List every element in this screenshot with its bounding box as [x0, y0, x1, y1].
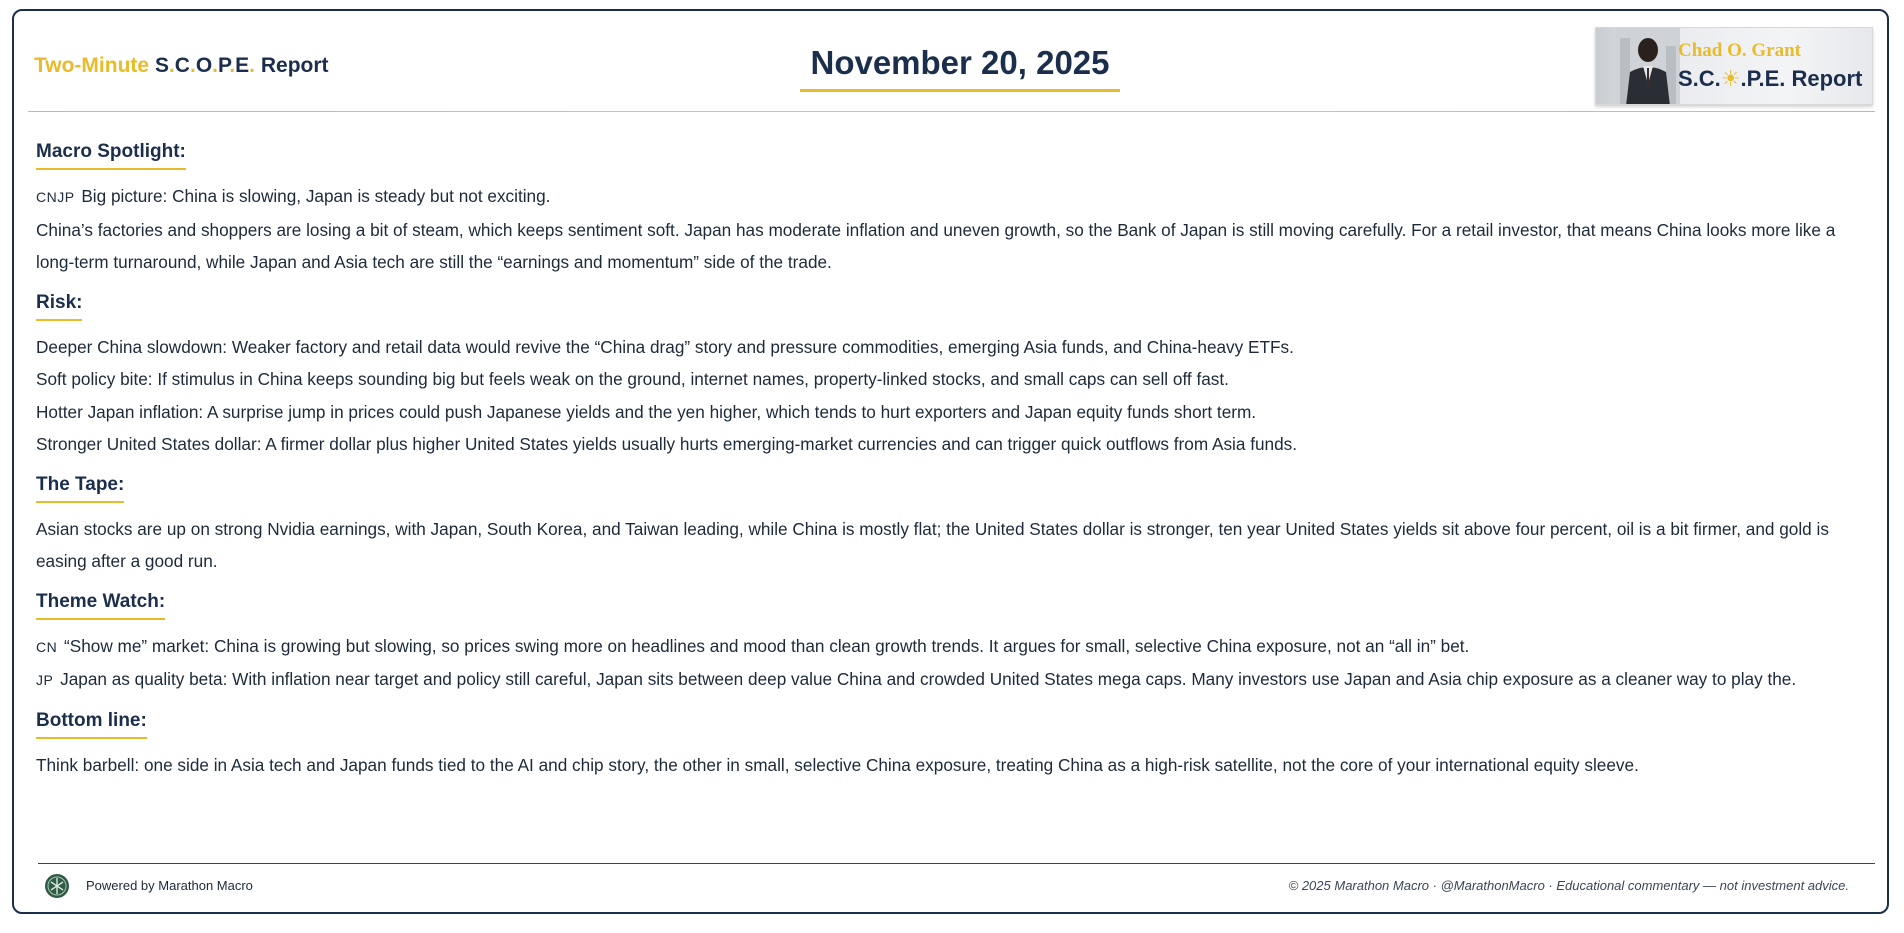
section-title: Macro Spotlight:: [36, 141, 186, 170]
footer-divider: [38, 863, 1875, 864]
footer-disclaimer: © 2025 Marathon Macro · @MarathonMacro · Educational commentary — not investment advice.: [1288, 878, 1849, 893]
risk-item: Soft policy bite: If stimulus in China keeps sounding big but feels weak on the ground, internet names, property-linked stocks, and small caps can sell off fast.: [36, 369, 1229, 389]
flag-cn-icon: CN: [36, 638, 58, 655]
date-underline: [800, 89, 1120, 92]
bottom-line-text: Think barbell: one side in Asia tech and Japan funds tied to the AI and chip story, the other in small, selective China exposure, treating China as a high-risk satellite, not the core of your international equity sleeve.: [36, 754, 1639, 775]
section-risk: [36, 292, 1866, 461]
theme-item: JP Japan as quality beta: With inflation near target and policy still careful, Japan sits between deep value China and crowded United States mega caps. Many investors use Japan and Asia chip exposure as a cleaner way to play the.: [36, 669, 1797, 689]
footer-powered-by: Powered by Marathon Macro: [86, 878, 253, 893]
section-theme-watch: [36, 591, 1866, 697]
macro-big-picture: CNJP Big picture: China is slowing, Japan is steady but not exciting.: [36, 186, 551, 206]
risk-item: Hotter Japan inflation: A surprise jump in prices could push Japanese yields and the yen higher, which tends to hurt exporters and Japan equity funds short term.: [36, 401, 1257, 422]
macro-detail: China’s factories and shoppers are losing a bit of steam, which keeps sentiment soft. Japan has moderate inflation and uneven growth, so the Bank of Japan is still moving carefully. For a retail investor, that means China looks more like a long-term turnaround, while Japan and Asia tech are still the “earnings and momentum” side of the trade.: [36, 219, 1836, 272]
report-frame: [12, 9, 1889, 914]
section-title: The Tape:: [36, 474, 124, 503]
section-title: Risk:: [36, 292, 82, 321]
brand-prefix: Two-Minute: [34, 54, 150, 77]
section-title: Theme Watch:: [36, 591, 165, 620]
logo-author-name: Chad O. Grant: [1678, 40, 1801, 61]
tape-text: Asian stocks are up on strong Nvidia earnings, with Japan, South Korea, and Taiwan leading, while China is mostly flat; the United States dollar is stronger, ten year United States yields sit above four percent, oil is a bit firmer, and gold is easing after a good run.: [36, 518, 1829, 571]
flag-jp-icon: JP: [36, 672, 54, 688]
author-logo: [1595, 27, 1873, 105]
report-body: [36, 141, 1866, 794]
author-portrait: [1616, 28, 1680, 105]
risk-item: Stronger United States dollar: A firmer dollar plus higher United States yields usually hurts emerging-market currencies and can trigger quick outflows from Asia funds.: [36, 434, 1298, 454]
flag-cn-jp-icon: CNJP: [36, 189, 75, 205]
risk-item: Deeper China slowdown: Weaker factory and retail data would revive the “China drag” story and pressure commodities, emerging Asia funds, and China-heavy ETFs.: [36, 336, 1294, 357]
section-macro-spotlight: [36, 141, 1866, 279]
brand-scope: S.C.O.P.E.: [154, 54, 256, 77]
brand-suffix: Report: [260, 54, 329, 77]
section-the-tape: [36, 474, 1866, 578]
section-bottom-line: [36, 710, 1866, 782]
logo-report-name: S.C.☀.P.E. Report: [1678, 66, 1863, 91]
marathon-macro-logo-icon: [44, 873, 70, 899]
brand-title: [34, 54, 329, 78]
report-date: November 20, 2025: [810, 44, 1110, 81]
report-header: [14, 11, 1887, 113]
header-divider: [28, 111, 1875, 112]
section-title: Bottom line:: [36, 710, 147, 739]
theme-item: CN “Show me” market: China is growing but slowing, so prices swing more on headlines and mood than clean growth trends. It argues for small, selective China exposure, not an “all in” bet.: [36, 635, 1470, 656]
